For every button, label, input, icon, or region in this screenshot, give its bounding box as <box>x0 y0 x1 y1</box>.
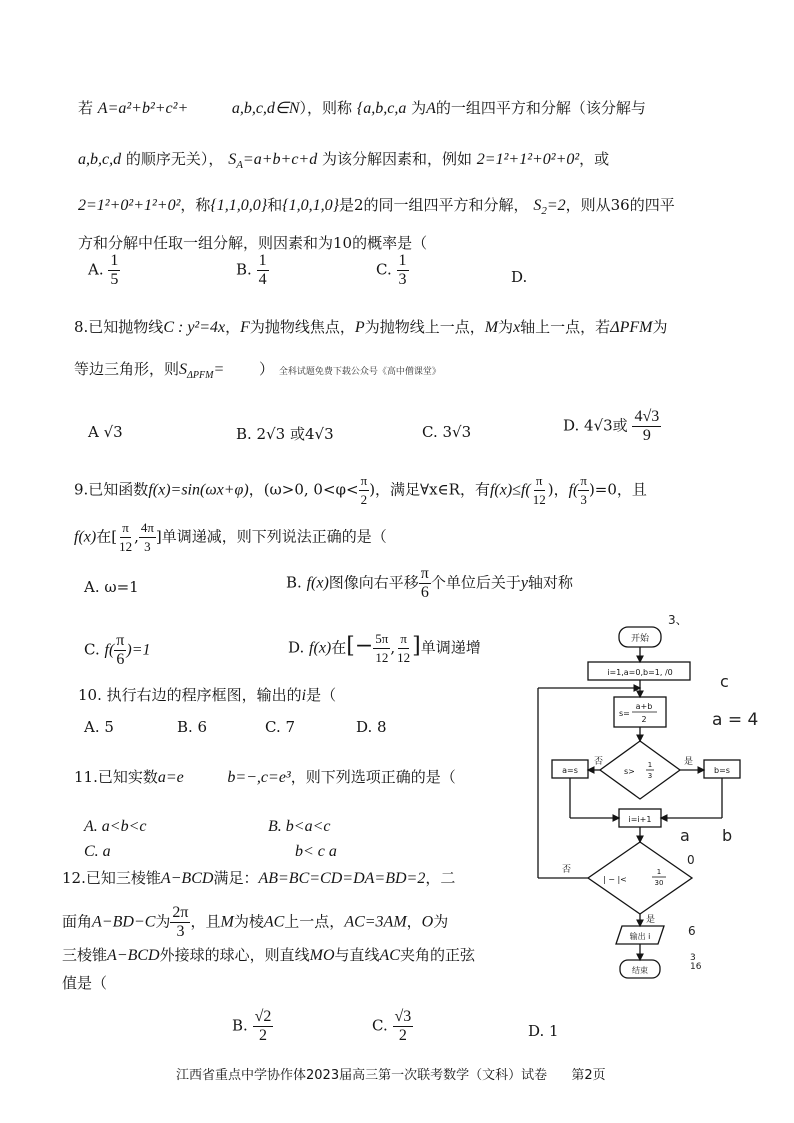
flow-increment-label: i=i+1 <box>628 815 652 824</box>
flow-output-label: 输出 i <box>629 932 651 941</box>
q8-formula: ΔPFM <box>610 319 653 336</box>
q7-text: ），则称 <box>299 99 353 117</box>
numerator: π <box>398 630 409 649</box>
q8-text: ， <box>225 318 241 336</box>
option-label: A. <box>88 260 104 279</box>
fraction <box>114 632 126 669</box>
q7-formula: =2 <box>546 197 566 214</box>
q12-option-d: D. 1 <box>528 1022 559 1040</box>
handwritten-note: a <box>680 826 690 845</box>
q9-option-a: A. ω=1 <box>84 578 139 596</box>
q11-option-b: B. b<a<c <box>268 818 331 835</box>
handwritten-note: 3、 <box>668 613 688 627</box>
q7-option-a <box>88 252 120 289</box>
fraction <box>397 252 409 289</box>
page-number: 第2页 <box>571 1068 606 1083</box>
q8-line-2 <box>74 358 441 387</box>
flow-right-label: b=s <box>714 766 730 775</box>
flow-end-label: 结束 <box>632 966 648 975</box>
q12-formula: AC=3AM <box>344 913 407 931</box>
q8-text: 等边三角形，则 <box>74 360 180 378</box>
q12-line-4: 值是（ <box>62 974 108 992</box>
flow-assign-denominator: 2 <box>641 715 647 724</box>
q11-formula: a=e <box>157 769 184 786</box>
numerator: π <box>534 472 545 491</box>
flow-no-2: 否 <box>562 865 572 875</box>
option-label: B. <box>286 573 302 592</box>
q7-text: 为 <box>411 99 427 117</box>
q12-formula: A−BCD <box>107 947 160 964</box>
q10-stem <box>78 684 336 707</box>
handwritten-note: 6 <box>688 924 696 938</box>
bracket: ] <box>412 633 421 659</box>
q7-formula: A=a²+b²+c²+ <box>97 100 189 117</box>
watermark-text: 全科试题免费下载公众号《高中僧课堂》 <box>278 367 441 377</box>
q7-text: 的顺序无关）， <box>125 150 224 168</box>
handwritten-note: 3 16 <box>690 953 702 972</box>
flow-assign-s: s= <box>619 709 630 718</box>
q7-formula: A <box>426 100 436 117</box>
flow-left-label: a=s <box>562 766 578 775</box>
q12-text: 满足： <box>213 869 259 887</box>
q12-text: ，且 <box>190 912 221 931</box>
numerator: 1 <box>398 252 407 269</box>
flow-assign-numerator: a+b <box>635 702 653 711</box>
flow-increment-box <box>619 809 661 827</box>
q10-formula: i <box>301 687 307 704</box>
option-text: 图像向右平移 <box>328 573 419 592</box>
q7-formula: a,b,c,d∈N <box>231 100 300 117</box>
q8-text: 轴上一点，若 <box>520 318 611 336</box>
q12-line-3 <box>62 944 475 967</box>
q7-option-c <box>376 252 409 289</box>
denominator: 9 <box>642 427 651 444</box>
q12-text: 上一点， <box>284 912 345 931</box>
q8-text: 为抛物线焦点， <box>249 318 355 336</box>
numerator: π <box>120 519 131 538</box>
q7-text: 若 <box>78 99 94 117</box>
q12-text: 面角 <box>62 912 93 931</box>
numerator: π <box>420 565 429 582</box>
fraction <box>578 472 589 509</box>
option-text: 在 <box>331 638 347 657</box>
q8-formula: M <box>484 319 499 336</box>
q7-formula: a,b,c,d <box>78 151 122 168</box>
q12-formula: M <box>220 913 234 931</box>
denominator: 3 <box>176 923 185 940</box>
denominator: 4 <box>258 271 267 288</box>
fraction <box>253 1008 274 1045</box>
q7-text: ，或 <box>579 150 610 168</box>
q7-text: 是2的同一组四平方和分解， <box>339 196 529 214</box>
flow-right-box <box>704 760 740 778</box>
fraction <box>117 519 134 556</box>
handwritten-note: 0 <box>687 853 695 867</box>
q11-text: ，则下列选项正确的是（ <box>290 768 456 786</box>
q7-formula: {1,0,1,0} <box>282 197 339 214</box>
flow-no-1: 否 <box>594 757 604 767</box>
numerator: 2π <box>172 904 189 921</box>
denominator: 2 <box>398 1027 407 1044</box>
q8-text: 为 <box>652 318 668 336</box>
q9-text: )=0，且 <box>588 480 647 499</box>
q7-formula: S <box>228 151 237 168</box>
numerator: 5π <box>373 630 390 649</box>
q8-text: 为抛物线上一点， <box>364 318 485 336</box>
q8-option-b: B. 2√3 或4√3 <box>236 425 334 443</box>
q10-option-a: A. 5 <box>84 718 114 736</box>
q12-text: 三棱锥 <box>62 946 108 964</box>
comma: , <box>390 638 396 657</box>
flow-init-box <box>588 662 690 680</box>
q7-text: ，称 <box>180 196 211 214</box>
q9-formula: f(x) <box>74 528 97 546</box>
option-text: 轴对称 <box>528 573 574 592</box>
q9-formula: f( <box>568 481 579 499</box>
option-text: 单调递增 <box>420 638 481 657</box>
q9-option-d <box>288 630 481 667</box>
q12-formula: A−BD−C <box>92 913 156 931</box>
denominator: 12 <box>375 650 389 665</box>
flow-condition-2 <box>588 842 692 914</box>
handwritten-note: c <box>720 672 729 691</box>
flow-condition-1 <box>600 741 680 799</box>
option-label: B. <box>236 260 252 279</box>
numerator: π <box>359 472 370 491</box>
q11-option-a: A. a<b<c <box>84 818 147 835</box>
q12-text: 与直线 <box>334 946 380 964</box>
fraction <box>531 472 548 509</box>
q10-text: 是（ <box>306 686 337 704</box>
q8-line-1 <box>74 316 667 339</box>
q7-formula: 2=1²+1²+0²+0² <box>476 151 580 168</box>
option-label: C. <box>376 260 392 279</box>
q10-option-b: B. 6 <box>177 718 208 736</box>
denominator: 12 <box>397 650 411 665</box>
denominator: 3 <box>144 539 151 554</box>
q8-text: 8.已知抛物线 <box>74 318 164 336</box>
formula: f( <box>104 641 115 659</box>
flow-start-label: 开始 <box>630 634 650 644</box>
flow-end-terminal <box>620 960 660 978</box>
q12-text: ， <box>406 912 422 931</box>
q12-text: ，二 <box>425 869 456 887</box>
q7-formula: S <box>533 197 542 214</box>
q11-option-d: b< c a <box>295 843 337 860</box>
handwritten-note: b <box>722 826 733 845</box>
q7-text: 的一组四平方和分解（该分解与 <box>435 99 646 117</box>
comma: , <box>134 527 139 546</box>
denominator: 2 <box>360 492 368 507</box>
fraction <box>632 408 661 445</box>
formula: )=1 <box>126 641 151 659</box>
q8-formula: x <box>513 319 521 336</box>
option-label: D. <box>288 638 305 657</box>
q11-text: 11.已知实数 <box>74 768 158 786</box>
q12-formula: AC <box>379 947 400 964</box>
fraction <box>419 565 431 602</box>
q7-formula: {1,1,0,0} <box>210 197 268 214</box>
denominator: 5 <box>110 271 119 288</box>
option-label: B. <box>232 1016 248 1035</box>
fraction <box>359 472 370 509</box>
handwritten-note: a = 4 <box>712 710 759 730</box>
q7-text: 为该分解因素和，例如 <box>322 150 473 168</box>
q7-subscript: A <box>236 159 243 171</box>
q12-formula: O <box>421 913 434 931</box>
q7-line-3 <box>78 194 675 222</box>
q9-line-2 <box>74 519 387 556</box>
q12-line-2 <box>62 904 448 941</box>
q8-option-a: A √3 <box>88 423 123 441</box>
q12-formula: MO <box>309 947 335 964</box>
fraction <box>373 630 390 667</box>
fraction <box>395 630 412 667</box>
flow-init-label: i=1,a=0,b=1, /0 <box>607 668 673 677</box>
q8-formula: = <box>213 361 225 378</box>
numerator: √3 <box>394 1008 412 1025</box>
formula: f(x) <box>309 639 332 657</box>
formula: y <box>520 574 528 592</box>
q10-option-c: C. 7 <box>265 718 296 736</box>
q7-text: ，则从36的四平 <box>565 196 675 214</box>
q7-formula: {a,b,c,a <box>356 100 407 117</box>
q8-text: ） <box>259 360 275 378</box>
q11-option-c: C. a <box>84 843 111 860</box>
option-label: C. <box>84 640 100 659</box>
flow-start-terminal <box>619 627 661 647</box>
q9-text: ，(ω>0, 0<φ< <box>248 480 359 499</box>
q8-formula: P <box>354 319 365 336</box>
flow-cond1-numerator: 1 <box>647 761 653 769</box>
q8-option-d <box>563 408 661 445</box>
flow-cond1-text: s> <box>624 767 635 776</box>
q9-text: 在[ <box>96 527 118 546</box>
q8-subscript: ΔPFM <box>187 370 214 381</box>
numerator: 1 <box>110 252 119 269</box>
q12-formula: AC <box>263 913 285 931</box>
flow-left-box <box>552 760 588 778</box>
denominator: 3 <box>398 271 407 288</box>
q8-text: 为 <box>498 318 514 336</box>
q11-stem <box>74 766 456 789</box>
denominator: 12 <box>532 492 546 507</box>
q12-line-1 <box>62 867 455 890</box>
fraction <box>257 252 269 289</box>
q7-subscript: 2 <box>541 205 547 217</box>
q9-text: ]单调递减，则下列说法正确的是（ <box>155 527 387 546</box>
flow-yes-1: 是 <box>684 757 694 767</box>
numerator: 1 <box>258 252 267 269</box>
q7-line-1 <box>78 97 646 120</box>
q8-formula: S <box>179 361 188 378</box>
flow-yes-2: 是 <box>646 915 656 925</box>
page-footer <box>176 1064 606 1083</box>
q12-text: 12.已知三棱锥 <box>62 869 161 887</box>
q9-text: 9.已知函数 <box>74 480 149 499</box>
q12-text: 为 <box>433 912 449 931</box>
flow-cond2-denominator: 30 <box>654 879 664 887</box>
flow-output-box <box>616 926 664 944</box>
fraction <box>170 904 190 941</box>
q9-line-1 <box>74 472 647 509</box>
q12-text: 夹角的正弦 <box>399 946 475 964</box>
option-label: C. <box>372 1016 388 1035</box>
q9-option-c <box>84 632 150 669</box>
numerator: 4√3 <box>634 408 660 425</box>
q7-option-b <box>236 252 269 289</box>
flow-cond2-numerator: 1 <box>656 868 662 876</box>
flow-cond1-denominator: 3 <box>647 772 653 780</box>
option-text: 个单位后关于 <box>430 573 521 592</box>
footer-title: 江西省重点中学协作体2023届高三第一次联考数学（文科）试卷 <box>176 1068 548 1083</box>
q8-formula: F <box>240 319 250 336</box>
flow-cond2-text: | − |< <box>603 875 627 884</box>
q12-text: 为棱 <box>233 912 264 931</box>
denominator: 6 <box>420 584 429 601</box>
flow-assign-box <box>614 697 666 727</box>
q12-option-c <box>372 1008 413 1045</box>
q9-formula: f(x)=sin(ωx+φ) <box>148 481 249 499</box>
bracket: [− <box>346 633 374 659</box>
q9-option-b <box>286 565 573 602</box>
denominator: 2 <box>258 1027 267 1044</box>
denominator: 6 <box>116 651 125 668</box>
q7-formula: 2=1²+0²+1²+0² <box>78 197 181 214</box>
fraction <box>108 252 120 289</box>
numerator: 4π <box>139 519 156 538</box>
q12-formula: A−BCD <box>160 870 214 887</box>
q10-text: 10. 执行右边的程序框图，输出的 <box>78 686 302 704</box>
denominator: 12 <box>119 539 133 554</box>
q8-option-c: C. 3√3 <box>422 423 472 441</box>
numerator: √2 <box>254 1008 272 1025</box>
q7-option-d: D. <box>511 268 528 286</box>
numerator: π <box>578 472 589 491</box>
q12-text: 外接球的球心，则直线 <box>159 946 310 964</box>
numerator: π <box>116 632 125 649</box>
fraction <box>393 1008 414 1045</box>
q12-formula: AB=BC=CD=DA=BD=2 <box>258 870 426 887</box>
q8-formula: C : y²=4x <box>163 319 226 336</box>
q12-option-b <box>232 1008 273 1045</box>
q9-formula: f(x)≤f( <box>489 481 531 499</box>
q7-text: 和 <box>267 196 283 214</box>
q11-formula: b=−,c=e³ <box>227 769 291 786</box>
q9-text: )，满足∀x∈R，有 <box>369 480 490 499</box>
denominator: 3 <box>580 492 587 507</box>
q9-text: )， <box>547 480 569 499</box>
q10-option-d: D. 8 <box>356 718 387 736</box>
q7-line-2 <box>78 148 609 176</box>
q7-formula: =a+b+c+d <box>242 151 318 168</box>
fraction <box>139 519 156 556</box>
option-text: D. 4√3或 <box>563 416 628 435</box>
q12-text: 为 <box>155 912 171 931</box>
formula: f(x) <box>306 574 329 592</box>
q7-line-4: 方和分解中任取一组分解，则因素和为10的概率是（ <box>78 234 428 252</box>
